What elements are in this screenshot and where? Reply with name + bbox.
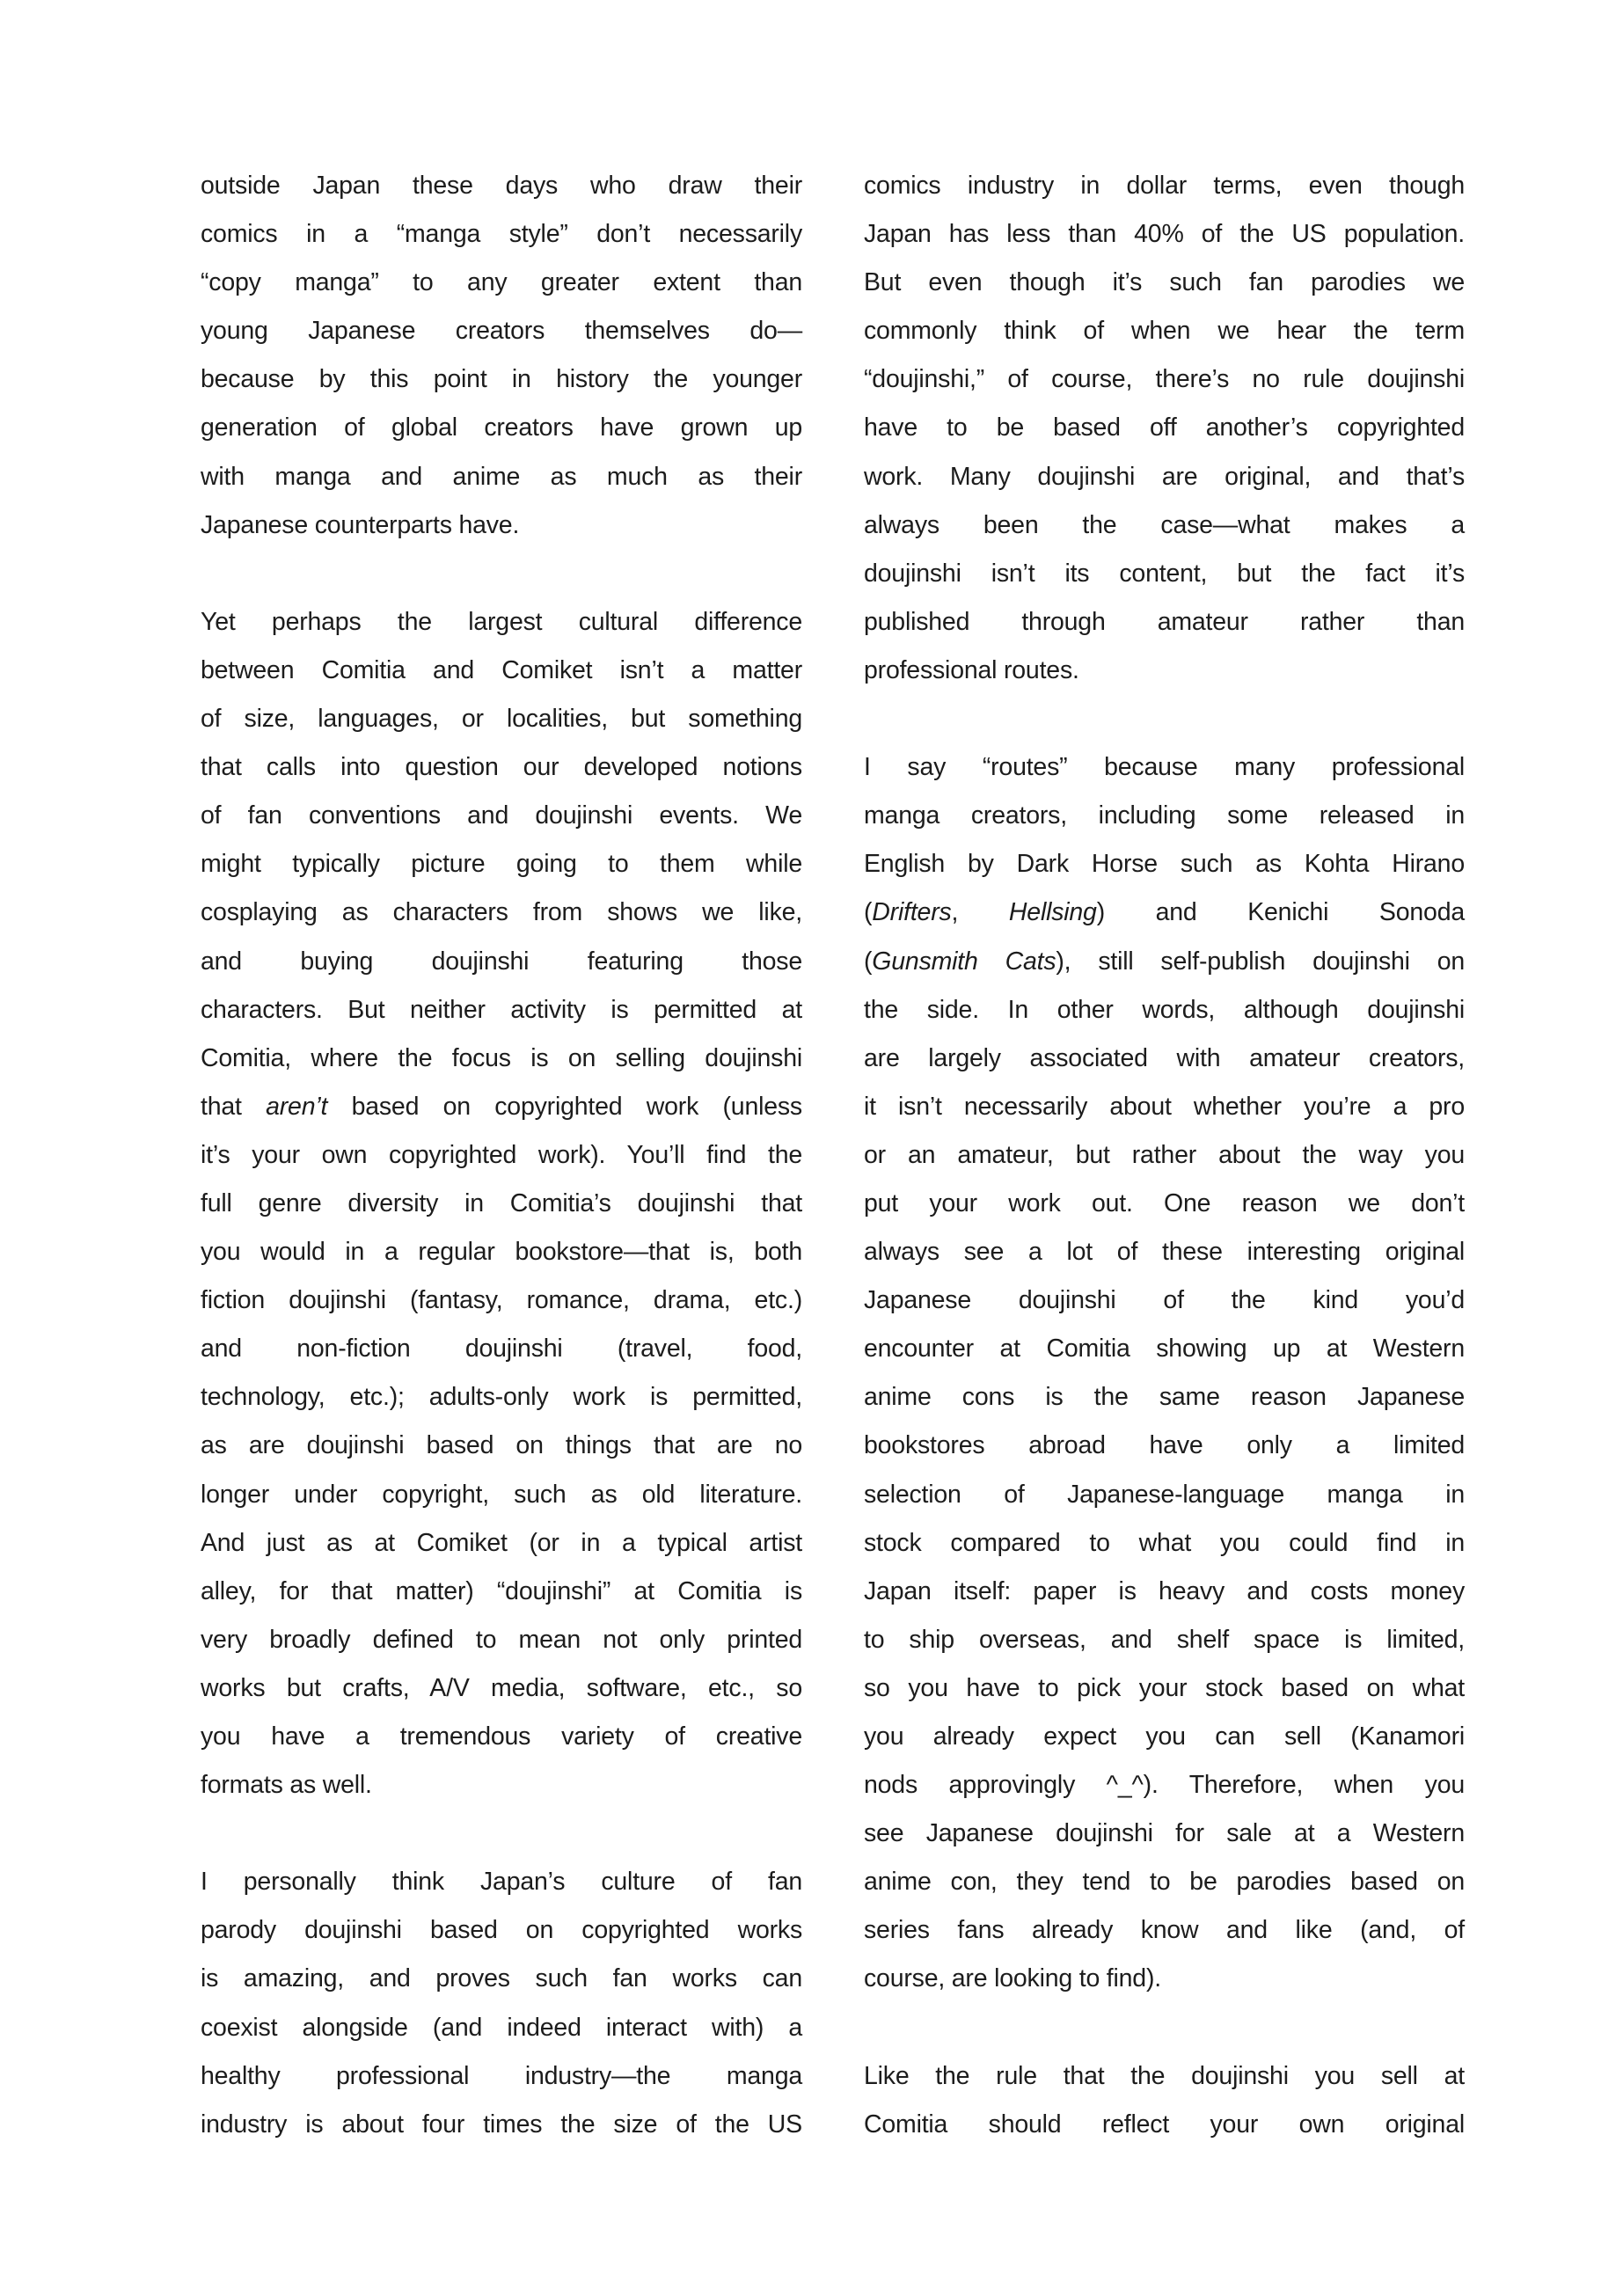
body-text: see Japanese doujinshi for sale at a Western bbox=[864, 1819, 1465, 1848]
text-line-content bbox=[201, 1955, 802, 2003]
body-text: And just as at Comiket (or in a typical artist bbox=[201, 1528, 802, 1557]
text-line bbox=[201, 1955, 802, 2003]
text-line bbox=[864, 1373, 1465, 1422]
body-text: ) and Kenichi Sonoda bbox=[1096, 898, 1465, 927]
body-text: very broadly defined to mean not only printed bbox=[201, 1625, 802, 1654]
text-line-content bbox=[864, 355, 1465, 404]
text-line-content bbox=[201, 598, 802, 647]
text-line bbox=[864, 743, 1465, 792]
text-line bbox=[864, 1568, 1465, 1616]
body-text: outside Japan these days who draw their bbox=[201, 172, 802, 200]
text-line bbox=[201, 2101, 802, 2149]
body-text: parody doujinshi based on copyrighted works bbox=[201, 1916, 802, 1945]
text-line bbox=[201, 453, 802, 501]
body-text: always see a lot of these interesting original bbox=[864, 1238, 1465, 1267]
text-line-content bbox=[864, 888, 1465, 937]
body-text: ( bbox=[864, 898, 873, 927]
text-line bbox=[864, 2052, 1465, 2101]
text-line bbox=[201, 355, 802, 404]
body-text: young Japanese creators themselves do— bbox=[201, 317, 802, 346]
text-line bbox=[864, 1422, 1465, 1470]
text-line-content bbox=[864, 1373, 1465, 1422]
body-text: course, are looking to find). bbox=[864, 1964, 1161, 1993]
text-line bbox=[864, 1276, 1465, 1325]
body-text: comics industry in dollar terms, even though bbox=[864, 172, 1465, 200]
text-line-content bbox=[864, 1568, 1465, 1616]
body-text: Yet perhaps the largest cultural difference bbox=[201, 607, 802, 636]
body-text: you have a tremendous variety of creative bbox=[201, 1722, 802, 1751]
body-text: longer under copyright, such as old literature. bbox=[201, 1480, 802, 1509]
text-column-right bbox=[864, 162, 1465, 2149]
body-text: to ship overseas, and shelf space is limited, bbox=[864, 1625, 1465, 1654]
text-line-content bbox=[864, 1664, 1465, 1713]
body-text: you would in a regular bookstore—that is, both bbox=[201, 1238, 802, 1267]
body-text: based on copyrighted work (unless bbox=[327, 1092, 802, 1121]
body-text: Japan itself: paper is heavy and costs money bbox=[864, 1576, 1465, 1605]
text-line bbox=[864, 550, 1465, 598]
body-text: generation of global creators have grown up bbox=[201, 413, 802, 442]
text-line-content bbox=[201, 840, 802, 888]
text-line bbox=[864, 453, 1465, 501]
text-line bbox=[201, 1471, 802, 1519]
text-line bbox=[201, 695, 802, 743]
text-line bbox=[864, 888, 1465, 937]
text-line-content bbox=[201, 986, 802, 1035]
text-line-content bbox=[864, 743, 1465, 792]
text-line-content bbox=[864, 259, 1465, 307]
text-line bbox=[201, 1228, 802, 1276]
text-line bbox=[201, 1664, 802, 1713]
paragraph-spacer bbox=[201, 1810, 802, 1858]
body-text: coexist alongside (and indeed interact with) a bbox=[201, 2013, 802, 2042]
text-line bbox=[864, 1810, 1465, 1858]
text-line bbox=[864, 1131, 1465, 1180]
body-text: characters. But neither activity is permitted at bbox=[201, 995, 802, 1024]
text-line-content bbox=[201, 1664, 802, 1713]
text-line-content bbox=[201, 792, 802, 840]
body-text: “doujinshi,” of course, there’s no rule doujinshi bbox=[864, 365, 1465, 394]
body-text: work. Many doujinshi are original, and that’s bbox=[864, 462, 1465, 491]
text-line bbox=[201, 1616, 802, 1664]
body-text: that bbox=[201, 1092, 267, 1121]
paragraph bbox=[864, 743, 1465, 2003]
text-line-content bbox=[201, 1906, 802, 1955]
text-line bbox=[201, 404, 802, 452]
text-line bbox=[201, 2052, 802, 2101]
text-line-content bbox=[201, 1616, 802, 1664]
text-column-left bbox=[201, 162, 802, 2149]
text-line-content bbox=[864, 1035, 1465, 1083]
text-line-content bbox=[864, 453, 1465, 501]
text-line-content bbox=[201, 307, 802, 355]
body-text: doujinshi isn’t its content, but the fact it’s bbox=[864, 559, 1465, 588]
text-line bbox=[201, 986, 802, 1035]
text-line bbox=[201, 1858, 802, 1906]
text-line-content bbox=[201, 1131, 802, 1180]
text-line bbox=[201, 1035, 802, 1083]
body-text: because by this point in history the younger bbox=[201, 365, 802, 394]
text-line-content bbox=[864, 986, 1465, 1035]
text-line-content bbox=[201, 2101, 802, 2149]
text-line-content bbox=[201, 1083, 802, 1131]
text-line-content bbox=[864, 2052, 1465, 2101]
body-text: manga creators, including some released in bbox=[864, 801, 1465, 830]
text-line bbox=[201, 210, 802, 259]
text-line bbox=[864, 355, 1465, 404]
body-text: you already expect you can sell (Kanamori bbox=[864, 1722, 1465, 1751]
text-line bbox=[864, 598, 1465, 647]
text-line bbox=[201, 1906, 802, 1955]
body-text: full genre diversity in Comitia’s doujinshi that bbox=[201, 1188, 802, 1217]
body-text: Japanese counterparts have. bbox=[201, 510, 520, 539]
text-line-content bbox=[201, 2004, 802, 2052]
text-line-content bbox=[864, 1713, 1465, 1761]
text-line-content bbox=[201, 888, 802, 937]
text-line-content bbox=[201, 2052, 802, 2101]
body-text: fiction doujinshi (fantasy, romance, drama, etc.) bbox=[201, 1286, 802, 1315]
text-line-content bbox=[201, 1035, 802, 1083]
body-text: healthy professional industry—the manga bbox=[201, 2061, 802, 2090]
text-line bbox=[864, 647, 1465, 695]
text-line-content bbox=[864, 501, 1465, 550]
body-text: ), still self-publish doujinshi on bbox=[1056, 947, 1465, 976]
text-line-content bbox=[864, 840, 1465, 888]
text-line bbox=[201, 647, 802, 695]
body-text: are largely associated with amateur creators, bbox=[864, 1043, 1465, 1072]
paragraph-spacer bbox=[201, 550, 802, 598]
text-line-content bbox=[201, 210, 802, 259]
body-text: anime con, they tend to be parodies based on bbox=[864, 1868, 1465, 1897]
body-text: and buying doujinshi featuring those bbox=[201, 947, 802, 976]
body-text: it’s your own copyrighted work). You’ll find the bbox=[201, 1140, 802, 1169]
text-line-content bbox=[864, 1422, 1465, 1470]
text-line bbox=[201, 743, 802, 792]
text-line bbox=[864, 404, 1465, 452]
body-text: have to be based off another’s copyrighted bbox=[864, 413, 1465, 442]
body-text: , bbox=[951, 898, 1009, 927]
text-line-content bbox=[864, 1858, 1465, 1906]
body-text: ( bbox=[864, 947, 873, 976]
body-text: stock compared to what you could find in bbox=[864, 1528, 1465, 1557]
text-line bbox=[864, 1664, 1465, 1713]
text-line bbox=[201, 888, 802, 937]
body-text: might typically picture going to them while bbox=[201, 850, 802, 879]
body-text: selection of Japanese-language manga in bbox=[864, 1480, 1465, 1509]
paragraph-spacer bbox=[864, 695, 1465, 743]
text-line-content bbox=[864, 792, 1465, 840]
body-text: English by Dark Horse such as Kohta Hirano bbox=[864, 850, 1465, 879]
body-text: comics in a “manga style” don’t necessarily bbox=[201, 220, 802, 249]
paragraph bbox=[201, 1858, 802, 2149]
text-line-content bbox=[864, 1955, 1465, 2003]
body-text: Comitia should reflect your own original bbox=[864, 2110, 1465, 2139]
text-line bbox=[201, 792, 802, 840]
text-line-content bbox=[201, 647, 802, 695]
text-line bbox=[201, 598, 802, 647]
body-text: works but crafts, A/V media, software, etc., so bbox=[201, 1673, 802, 1702]
italic-title-text: aren’t bbox=[266, 1092, 328, 1121]
text-line bbox=[201, 840, 802, 888]
body-text: the side. In other words, although doujinshi bbox=[864, 995, 1465, 1024]
body-text: Japan has less than 40% of the US population. bbox=[864, 220, 1465, 249]
text-line bbox=[201, 1519, 802, 1568]
text-line-content bbox=[201, 404, 802, 452]
text-line bbox=[864, 1713, 1465, 1761]
text-line bbox=[864, 1035, 1465, 1083]
text-line bbox=[864, 1325, 1465, 1373]
body-text: technology, etc.); adults-only work is permitted, bbox=[201, 1383, 802, 1412]
text-line-content bbox=[201, 1422, 802, 1470]
body-text: anime cons is the same reason Japanese bbox=[864, 1383, 1465, 1412]
text-line-content bbox=[864, 210, 1465, 259]
text-line bbox=[864, 840, 1465, 888]
body-text: of fan conventions and doujinshi events. We bbox=[201, 801, 802, 830]
text-line-content bbox=[864, 307, 1465, 355]
text-line-content bbox=[864, 1276, 1465, 1325]
text-line bbox=[201, 2004, 802, 2052]
body-text: of size, languages, or localities, but something bbox=[201, 705, 802, 734]
text-line bbox=[864, 1616, 1465, 1664]
body-text: bookstores abroad have only a limited bbox=[864, 1431, 1465, 1460]
text-line-content bbox=[201, 453, 802, 501]
text-line bbox=[201, 1713, 802, 1761]
body-text: But even though it’s such fan parodies we bbox=[864, 268, 1465, 297]
text-line-content bbox=[864, 404, 1465, 452]
body-text: between Comitia and Comiket isn’t a matter bbox=[201, 655, 802, 684]
body-text: encounter at Comitia showing up at Western bbox=[864, 1334, 1465, 1364]
body-text: formats as well. bbox=[201, 1771, 372, 1800]
text-line-content bbox=[864, 162, 1465, 210]
body-text: commonly think of when we hear the term bbox=[864, 317, 1465, 346]
body-text: series fans already know and like (and, of bbox=[864, 1916, 1465, 1945]
body-text: or an amateur, but rather about the way you bbox=[864, 1140, 1465, 1169]
text-line bbox=[201, 307, 802, 355]
text-line-content bbox=[864, 1083, 1465, 1131]
text-line-content bbox=[864, 1616, 1465, 1664]
text-line bbox=[864, 162, 1465, 210]
body-text: as are doujinshi based on things that are no bbox=[201, 1431, 802, 1460]
text-line bbox=[864, 1906, 1465, 1955]
text-line bbox=[201, 259, 802, 307]
text-line-content bbox=[864, 1519, 1465, 1568]
text-line-content bbox=[201, 1471, 802, 1519]
text-line-content bbox=[201, 938, 802, 986]
text-line bbox=[864, 1471, 1465, 1519]
italic-title-text: Gunsmith Cats bbox=[872, 947, 1056, 976]
body-text: Comitia, where the focus is on selling doujinshi bbox=[201, 1043, 802, 1072]
text-line bbox=[864, 1519, 1465, 1568]
text-line bbox=[864, 210, 1465, 259]
body-text: I personally think Japan’s culture of fan bbox=[201, 1868, 802, 1897]
text-line bbox=[201, 1276, 802, 1325]
text-line-content bbox=[201, 162, 802, 210]
text-line-content bbox=[201, 259, 802, 307]
body-text: industry is about four times the size of the US bbox=[201, 2110, 802, 2139]
paragraph-spacer bbox=[864, 2004, 1465, 2052]
paragraph bbox=[864, 2052, 1465, 2149]
paragraph bbox=[201, 598, 802, 1810]
text-line bbox=[201, 1325, 802, 1373]
text-line bbox=[864, 1083, 1465, 1131]
text-line-content bbox=[864, 938, 1465, 986]
text-line bbox=[201, 162, 802, 210]
text-line-content bbox=[864, 1131, 1465, 1180]
text-line bbox=[864, 1761, 1465, 1810]
text-line bbox=[864, 938, 1465, 986]
text-line-content bbox=[864, 1471, 1465, 1519]
text-line bbox=[864, 2101, 1465, 2149]
text-line-content bbox=[864, 550, 1465, 598]
text-line bbox=[864, 1180, 1465, 1228]
body-text: alley, for that matter) “doujinshi” at Comitia is bbox=[201, 1576, 802, 1605]
body-text: it isn’t necessarily about whether you’re a pro bbox=[864, 1092, 1465, 1121]
text-line-content bbox=[201, 695, 802, 743]
body-text: I say “routes” because many professional bbox=[864, 753, 1465, 782]
text-line-content bbox=[201, 1858, 802, 1906]
text-line bbox=[864, 1228, 1465, 1276]
text-line-content bbox=[201, 743, 802, 792]
text-line bbox=[201, 1083, 802, 1131]
body-text: published through amateur rather than bbox=[864, 607, 1465, 636]
italic-title-text: Hellsing bbox=[1008, 898, 1097, 927]
text-line bbox=[201, 1180, 802, 1228]
text-line bbox=[201, 1131, 802, 1180]
text-line bbox=[864, 1858, 1465, 1906]
text-line-content bbox=[864, 1906, 1465, 1955]
text-line bbox=[201, 501, 802, 550]
text-line-content bbox=[201, 1519, 802, 1568]
text-line-content bbox=[864, 1325, 1465, 1373]
text-line bbox=[864, 792, 1465, 840]
text-line bbox=[201, 1373, 802, 1422]
text-line bbox=[864, 259, 1465, 307]
text-line-content bbox=[201, 1325, 802, 1373]
body-text: and non-fiction doujinshi (travel, food, bbox=[201, 1334, 802, 1364]
text-line bbox=[201, 1568, 802, 1616]
text-line-content bbox=[864, 1761, 1465, 1810]
body-text: Japanese doujinshi of the kind you’d bbox=[864, 1286, 1465, 1315]
text-line-content bbox=[864, 1810, 1465, 1858]
text-line bbox=[201, 1761, 802, 1810]
body-text: Like the rule that the doujinshi you sell at bbox=[864, 2061, 1465, 2090]
text-line bbox=[864, 501, 1465, 550]
text-line-content bbox=[201, 1761, 802, 1810]
text-line bbox=[864, 307, 1465, 355]
body-text: always been the case—what makes a bbox=[864, 510, 1465, 539]
text-line-content bbox=[201, 1568, 802, 1616]
body-text: that calls into question our developed notions bbox=[201, 753, 802, 782]
body-text: professional routes. bbox=[864, 655, 1079, 684]
body-text: “copy manga” to any greater extent than bbox=[201, 268, 802, 297]
text-line bbox=[201, 938, 802, 986]
text-line bbox=[864, 986, 1465, 1035]
text-line-content bbox=[864, 647, 1465, 695]
text-line bbox=[864, 1955, 1465, 2003]
text-line-content bbox=[864, 598, 1465, 647]
text-line-content bbox=[201, 355, 802, 404]
text-line-content bbox=[201, 1228, 802, 1276]
text-line-content bbox=[201, 1713, 802, 1761]
text-line-content bbox=[201, 1180, 802, 1228]
body-text: with manga and anime as much as their bbox=[201, 462, 802, 491]
body-text: put your work out. One reason we don’t bbox=[864, 1188, 1465, 1217]
italic-title-text: Drifters bbox=[872, 898, 952, 927]
body-text: nods approvingly ^_^). Therefore, when you bbox=[864, 1771, 1465, 1800]
text-line-content bbox=[201, 1276, 802, 1325]
body-text: cosplaying as characters from shows we like, bbox=[201, 898, 802, 927]
text-line-content bbox=[864, 1228, 1465, 1276]
body-text: so you have to pick your stock based on what bbox=[864, 1673, 1465, 1702]
text-line-content bbox=[864, 2101, 1465, 2149]
paragraph bbox=[864, 162, 1465, 695]
paragraph bbox=[201, 162, 802, 550]
text-line bbox=[201, 1422, 802, 1470]
text-line-content bbox=[201, 501, 802, 550]
body-text: is amazing, and proves such fan works can bbox=[201, 1964, 802, 1993]
text-line-content bbox=[864, 1180, 1465, 1228]
text-line-content bbox=[201, 1373, 802, 1422]
